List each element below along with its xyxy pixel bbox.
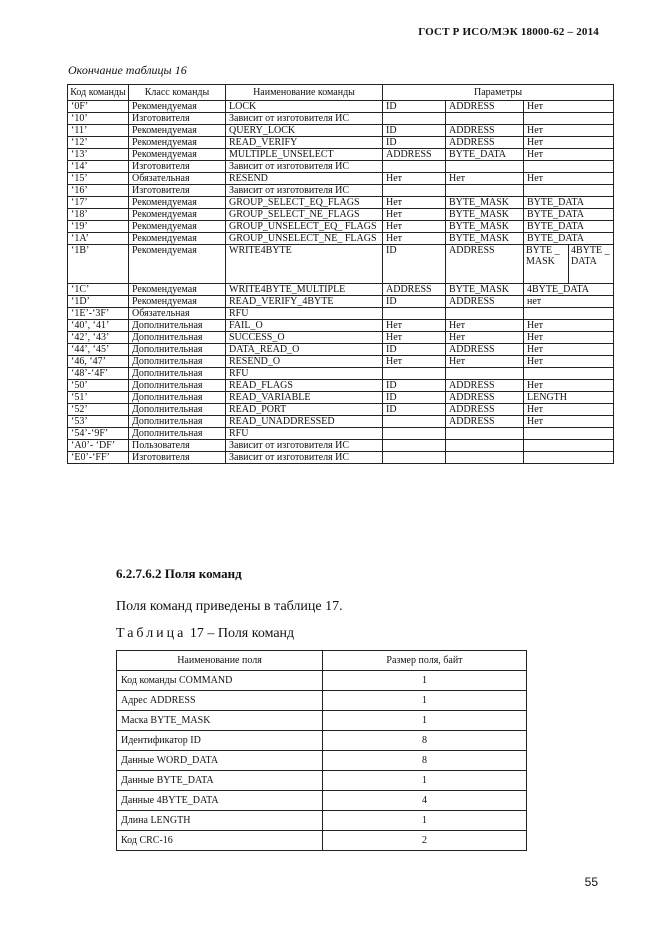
col-field-header: Наименование поля <box>117 651 323 671</box>
table17-header-row <box>117 651 527 671</box>
command-class-cell: Рекомендуемая <box>129 137 226 149</box>
param-cell <box>524 161 614 173</box>
command-code-cell: ‘14’ <box>68 161 129 173</box>
param-cell: Нет <box>524 332 614 344</box>
field-name-cell: Данные BYTE_DATA <box>117 771 323 791</box>
param-cell: ID <box>383 245 446 284</box>
command-class-cell: Изготовителя <box>129 452 226 464</box>
param-cell <box>446 308 524 320</box>
field-size-cell: 1 <box>323 811 527 831</box>
param-cell: ADDRESS <box>446 137 524 149</box>
command-name-cell: Зависит от изготовителя ИС <box>226 440 383 452</box>
command-name-cell: SUCCESS_O <box>226 332 383 344</box>
command-name-cell: QUERY_LOCK <box>226 125 383 137</box>
table-row <box>68 368 614 380</box>
param-cell: Нет <box>446 173 524 185</box>
command-code-cell: ‘50’ <box>68 380 129 392</box>
command-name-cell: GROUP_SELECT_NE_FLAGS <box>226 209 383 221</box>
table-row <box>68 149 614 161</box>
command-name-cell: READ_UNADDRESSED <box>226 416 383 428</box>
command-code-cell: ‘0F’ <box>68 101 129 113</box>
param-cell: Нет <box>383 209 446 221</box>
param-cell <box>383 185 446 197</box>
table17-body <box>117 671 527 851</box>
table-row <box>117 731 527 751</box>
command-name-cell: GROUP_UNSELECT_EQ_ FLAGS <box>226 221 383 233</box>
table17-caption-prefix: Таблица <box>116 626 187 641</box>
param-cell: Нет <box>383 221 446 233</box>
param-cell <box>383 161 446 173</box>
param-cell: Нет <box>383 173 446 185</box>
field-name-cell: Маска BYTE_MASK <box>117 711 323 731</box>
command-code-cell: ‘11’ <box>68 125 129 137</box>
command-code-cell: ‘52’ <box>68 404 129 416</box>
command-name-cell: RFU <box>226 368 383 380</box>
param-cell: ID <box>383 137 446 149</box>
field-name-cell: Код команды COMMAND <box>117 671 323 691</box>
command-class-cell: Дополнительная <box>129 416 226 428</box>
command-name-cell: FAIL_O <box>226 320 383 332</box>
param-cell <box>383 452 446 464</box>
command-class-cell: Изготовителя <box>129 185 226 197</box>
command-name-cell: GROUP_UNSELECT_NE_ FLAGS <box>226 233 383 245</box>
col-name-header: Наименование команды <box>226 85 383 101</box>
table16-body <box>68 101 614 464</box>
command-code-cell: ‘18’ <box>68 209 129 221</box>
param-cell <box>524 428 614 440</box>
command-class-cell: Пользователя <box>129 440 226 452</box>
command-code-cell: ‘10’ <box>68 113 129 125</box>
command-class-cell: Дополнительная <box>129 368 226 380</box>
param-cell: ADDRESS <box>446 344 524 356</box>
command-name-cell: Зависит от изготовителя ИС <box>226 452 383 464</box>
table-row <box>117 791 527 811</box>
param-cell: Нет <box>524 356 614 368</box>
table-row <box>68 125 614 137</box>
command-class-cell: Изготовителя <box>129 161 226 173</box>
param-cell: Нет <box>383 233 446 245</box>
param-cell: BYTE_DATA <box>446 149 524 161</box>
param-cell <box>524 452 614 464</box>
command-class-cell: Рекомендуемая <box>129 296 226 308</box>
command-code-cell: ‘15’ <box>68 173 129 185</box>
param-cell: ADDRESS <box>383 149 446 161</box>
table-row <box>68 440 614 452</box>
command-code-cell: ‘1B’ <box>68 245 129 284</box>
field-name-cell: Длина LENGTH <box>117 811 323 831</box>
table-row <box>68 113 614 125</box>
param-cell <box>446 113 524 125</box>
param-cell <box>524 185 614 197</box>
command-name-cell: DATA_READ_O <box>226 344 383 356</box>
command-name-cell: LOCK <box>226 101 383 113</box>
table-row <box>117 671 527 691</box>
param-cell: Нет <box>524 137 614 149</box>
param-cell <box>383 416 446 428</box>
param-cell <box>524 440 614 452</box>
param-cell: Нет <box>446 320 524 332</box>
command-code-cell: ‘42’, ‘43’ <box>68 332 129 344</box>
table-row <box>117 811 527 831</box>
param-cell: BYTE_MASK <box>446 233 524 245</box>
table-row <box>117 691 527 711</box>
table-row <box>117 771 527 791</box>
table-row <box>117 711 527 731</box>
command-class-cell: Рекомендуемая <box>129 221 226 233</box>
param-cell <box>446 452 524 464</box>
command-code-cell: ‘1D’ <box>68 296 129 308</box>
command-code-cell: ‘1C’ <box>68 284 129 296</box>
command-code-cell: ‘48’-‘4F’ <box>68 368 129 380</box>
param-split-cell <box>524 245 614 284</box>
param-cell: Нет <box>524 380 614 392</box>
table17-caption <box>116 626 294 642</box>
param-cell <box>383 428 446 440</box>
table-row <box>68 392 614 404</box>
param-cell: Нет <box>383 332 446 344</box>
param-cell: Нет <box>524 173 614 185</box>
command-code-cell: ‘54’-‘9F’ <box>68 428 129 440</box>
param-cell: ID <box>383 125 446 137</box>
param-cell: LENGTH <box>524 392 614 404</box>
table-row <box>68 380 614 392</box>
table-row <box>68 284 614 296</box>
command-class-cell: Дополнительная <box>129 404 226 416</box>
param-cell: Нет <box>446 356 524 368</box>
command-code-cell: ‘A0’- ‘DF’ <box>68 440 129 452</box>
command-class-cell: Рекомендуемая <box>129 101 226 113</box>
command-code-cell: ‘13’ <box>68 149 129 161</box>
command-name-cell: READ_VERIFY <box>226 137 383 149</box>
param-cell: ADDRESS <box>446 392 524 404</box>
command-class-cell: Рекомендуемая <box>129 149 226 161</box>
table-row <box>68 173 614 185</box>
table-row <box>68 320 614 332</box>
param-cell <box>524 368 614 380</box>
table-row <box>117 751 527 771</box>
param-cell: BYTE_MASK <box>446 209 524 221</box>
param-cell: ID <box>383 344 446 356</box>
param-cell: Нет <box>524 344 614 356</box>
param-cell: нет <box>524 296 614 308</box>
section-heading: 6.2.7.6.2 Поля команд <box>116 566 242 581</box>
field-size-cell: 1 <box>323 771 527 791</box>
command-code-cell: ‘12’ <box>68 137 129 149</box>
param-cell <box>524 113 614 125</box>
command-table <box>67 84 614 464</box>
param-cell: ID <box>383 101 446 113</box>
param-cell: BYTE_DATA <box>524 233 614 245</box>
field-size-cell: 1 <box>323 691 527 711</box>
table-row <box>68 296 614 308</box>
command-name-cell: WRITE4BYTE_MULTIPLE <box>226 284 383 296</box>
col-class-header: Класс команды <box>129 85 226 101</box>
param-cell: Нет <box>524 320 614 332</box>
param-cell <box>524 308 614 320</box>
table-row <box>68 137 614 149</box>
col-size-header: Размер поля, байт <box>323 651 527 671</box>
command-class-cell: Рекомендуемая <box>129 233 226 245</box>
param-cell: BYTE_DATA <box>524 209 614 221</box>
col-params-header: Параметры <box>383 85 614 101</box>
command-name-cell: MULTIPLE_UNSELECT <box>226 149 383 161</box>
command-name-cell: RFU <box>226 428 383 440</box>
fields-table <box>116 650 527 851</box>
command-class-cell: Рекомендуемая <box>129 245 226 284</box>
param-cell <box>446 428 524 440</box>
param-subcell: 4BYTE _ DATA <box>568 245 613 283</box>
param-cell <box>446 368 524 380</box>
field-name-cell: Адрес ADDRESS <box>117 691 323 711</box>
param-cell: Нет <box>524 149 614 161</box>
command-code-cell: ‘53’ <box>68 416 129 428</box>
command-class-cell: Обязательная <box>129 173 226 185</box>
command-name-cell: WRITE4BYTE <box>226 245 383 284</box>
field-size-cell: 4 <box>323 791 527 811</box>
param-cell: ADDRESS <box>383 284 446 296</box>
table-row <box>68 245 614 284</box>
command-class-cell: Дополнительная <box>129 428 226 440</box>
param-cell: Нет <box>383 197 446 209</box>
table16-caption: Окончание таблицы 16 <box>68 63 187 77</box>
command-class-cell: Дополнительная <box>129 392 226 404</box>
command-class-cell: Дополнительная <box>129 320 226 332</box>
command-name-cell: READ_PORT <box>226 404 383 416</box>
param-cell: ID <box>383 404 446 416</box>
param-cell: BYTE_DATA <box>524 221 614 233</box>
param-cell <box>446 185 524 197</box>
command-name-cell: RESEND <box>226 173 383 185</box>
command-name-cell: READ_VERIFY_4BYTE <box>226 296 383 308</box>
table-row <box>68 233 614 245</box>
command-name-cell: GROUP_SELECT_EQ_FLAGS <box>226 197 383 209</box>
param-cell: Нет <box>383 320 446 332</box>
table-row <box>68 185 614 197</box>
command-name-cell: READ_VARIABLE <box>226 392 383 404</box>
command-code-cell: ‘46, ‘47’ <box>68 356 129 368</box>
command-class-cell: Рекомендуемая <box>129 197 226 209</box>
param-cell: ID <box>383 392 446 404</box>
command-code-cell: ‘16’ <box>68 185 129 197</box>
table-row <box>68 404 614 416</box>
command-name-cell: RFU <box>226 308 383 320</box>
command-code-cell: ‘1A’ <box>68 233 129 245</box>
table-row <box>68 344 614 356</box>
command-name-cell: Зависит от изготовителя ИС <box>226 185 383 197</box>
page-number: 55 <box>584 875 598 889</box>
command-code-cell: ‘51’ <box>68 392 129 404</box>
command-class-cell: Дополнительная <box>129 344 226 356</box>
command-class-cell: Рекомендуемая <box>129 284 226 296</box>
command-class-cell: Дополнительная <box>129 380 226 392</box>
field-name-cell: Код CRC-16 <box>117 831 323 851</box>
col-code-header: Код команды <box>68 85 129 101</box>
table-row <box>68 356 614 368</box>
param-cell: BYTE_MASK <box>446 197 524 209</box>
param-cell: Нет <box>524 416 614 428</box>
field-size-cell: 2 <box>323 831 527 851</box>
param-cell: Нет <box>383 356 446 368</box>
param-cell: ID <box>383 296 446 308</box>
param-cell: ADDRESS <box>446 404 524 416</box>
table16-header-row <box>68 85 614 101</box>
field-size-cell: 8 <box>323 731 527 751</box>
field-size-cell: 1 <box>323 711 527 731</box>
command-class-cell: Обязательная <box>129 308 226 320</box>
table-row <box>68 428 614 440</box>
param-cell: Нет <box>524 125 614 137</box>
field-name-cell: Данные WORD_DATA <box>117 751 323 771</box>
command-class-cell: Изготовителя <box>129 113 226 125</box>
table-row <box>68 221 614 233</box>
param-cell <box>446 161 524 173</box>
table17-caption-rest: 17 – Поля команд <box>186 626 295 641</box>
table-row <box>68 308 614 320</box>
command-code-cell: ‘E0’-‘FF’ <box>68 452 129 464</box>
command-name-cell: RESEND_O <box>226 356 383 368</box>
param-cell: Нет <box>524 101 614 113</box>
param-cell <box>383 113 446 125</box>
param-cell: BYTE_DATA <box>524 197 614 209</box>
command-code-cell: ‘1E’-‘3F’ <box>68 308 129 320</box>
command-name-cell: READ_FLAGS <box>226 380 383 392</box>
table-row <box>68 416 614 428</box>
field-size-cell: 1 <box>323 671 527 691</box>
param-cell: ADDRESS <box>446 380 524 392</box>
document-header: ГОСТ Р ИСО/МЭК 18000-62 – 2014 <box>418 26 599 38</box>
command-class-cell: Дополнительная <box>129 356 226 368</box>
table-row <box>68 209 614 221</box>
command-class-cell: Рекомендуемая <box>129 125 226 137</box>
command-name-cell: Зависит от изготовителя ИС <box>226 161 383 173</box>
table-row <box>68 197 614 209</box>
param-cell: Нет <box>446 332 524 344</box>
param-cell <box>383 308 446 320</box>
param-subcell: BYTE _ MASK <box>526 245 560 267</box>
table-row <box>117 831 527 851</box>
param-cell <box>446 440 524 452</box>
param-cell: ADDRESS <box>446 125 524 137</box>
section-paragraph: Поля команд приведены в таблице 17. <box>116 599 343 614</box>
param-cell: Нет <box>524 404 614 416</box>
table-row <box>68 452 614 464</box>
param-cell <box>383 440 446 452</box>
param-cell: ADDRESS <box>446 245 524 284</box>
field-name-cell: Данные 4BYTE_DATA <box>117 791 323 811</box>
field-size-cell: 8 <box>323 751 527 771</box>
table-row <box>68 101 614 113</box>
param-cell: ADDRESS <box>446 101 524 113</box>
command-class-cell: Рекомендуемая <box>129 209 226 221</box>
param-cell: BYTE_MASK <box>446 284 524 296</box>
field-name-cell: Идентификатор ID <box>117 731 323 751</box>
param-cell: 4BYTE_DATA <box>524 284 614 296</box>
command-code-cell: ‘44’, ‘45’ <box>68 344 129 356</box>
param-cell: ADDRESS <box>446 296 524 308</box>
param-cell: ID <box>383 380 446 392</box>
command-code-cell: ‘17’ <box>68 197 129 209</box>
command-code-cell: ‘19’ <box>68 221 129 233</box>
command-code-cell: ‘40’, ‘41’ <box>68 320 129 332</box>
param-cell <box>383 368 446 380</box>
param-cell: ADDRESS <box>446 416 524 428</box>
command-name-cell: Зависит от изготовителя ИС <box>226 113 383 125</box>
command-class-cell: Дополнительная <box>129 332 226 344</box>
table-row <box>68 161 614 173</box>
table-row <box>68 332 614 344</box>
param-cell: BYTE_MASK <box>446 221 524 233</box>
